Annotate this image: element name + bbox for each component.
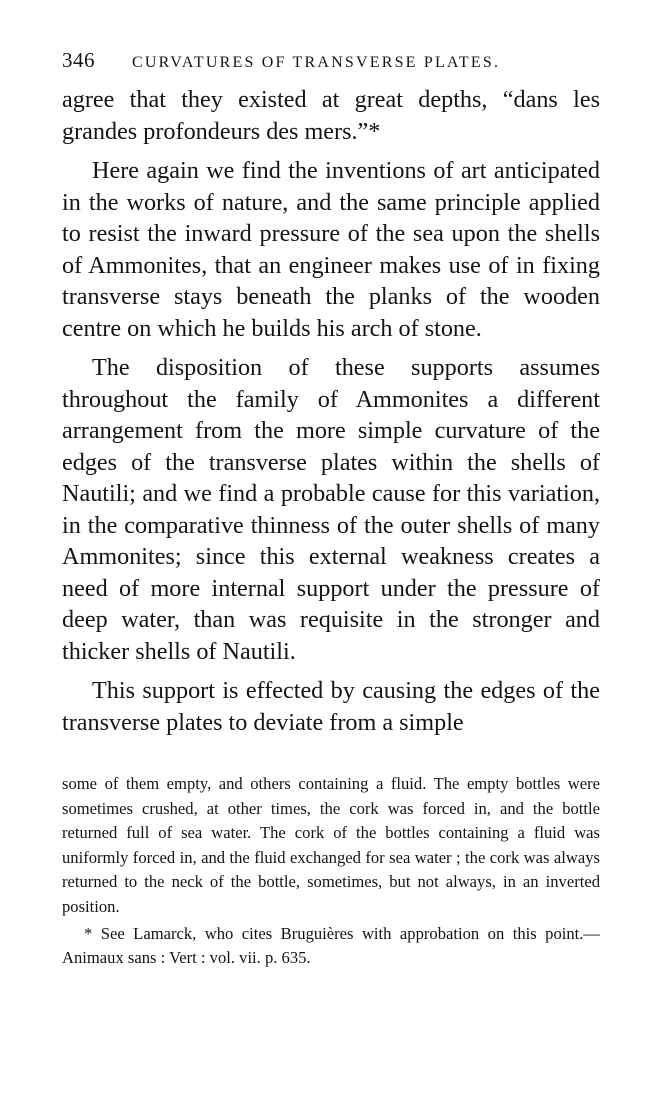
footnote-star: * See Lamarck, who cites Bruguières with approbation on this point.—Animaux sans : Vert : vol. vii. p. 635.: [62, 923, 600, 968]
page-number: 346: [62, 48, 95, 72]
paragraph-continued: agree that they existed at great depths, “dans les grandes profondeurs des mers.”*: [62, 86, 600, 145]
footnote-continued: some of them empty, and others containing a fluid. The empty bottles were sometimes crushed, at other times, the cork was forced in, and the bottle returned full of sea water. The cork of the bottles containing a fluid was uniformly forced in, and the fluid exchanged for sea water ; the cork was always returned to the neck of the bottle, sometimes, but not always, in an inverted position.: [62, 774, 600, 916]
footnotes: [62, 772, 600, 971]
book-page: [62, 48, 600, 971]
paragraph-disposition: The disposition of these supports assumes throughout the family of Ammonites a different arrangement from the more simple curvature of the edges of the transverse plates within the shells of Nautili; and we find a probable cause for this variation, in the comparative thinness of the outer shells of many Ammonites; since this external weakness creates a need of more internal support under the pressure of deep water, than was requisite in the stronger and thicker shells of Nautili.: [62, 354, 600, 665]
running-head: [62, 48, 600, 78]
running-title: CURVATURES OF TRANSVERSE PLATES.: [132, 54, 501, 71]
paragraph-inventions: Here again we find the inventions of art anticipated in the works of nature, and the same principle applied to resist the inward pressure of the sea upon the shells of Ammonites, that an engineer makes use of in fixing transverse stays beneath the planks of the wooden centre on which he builds his arch of stone.: [62, 157, 600, 342]
paragraph-support: This support is effected by causing the edges of the transverse plates to deviate from a simple: [62, 677, 600, 736]
body-text: [62, 84, 600, 738]
